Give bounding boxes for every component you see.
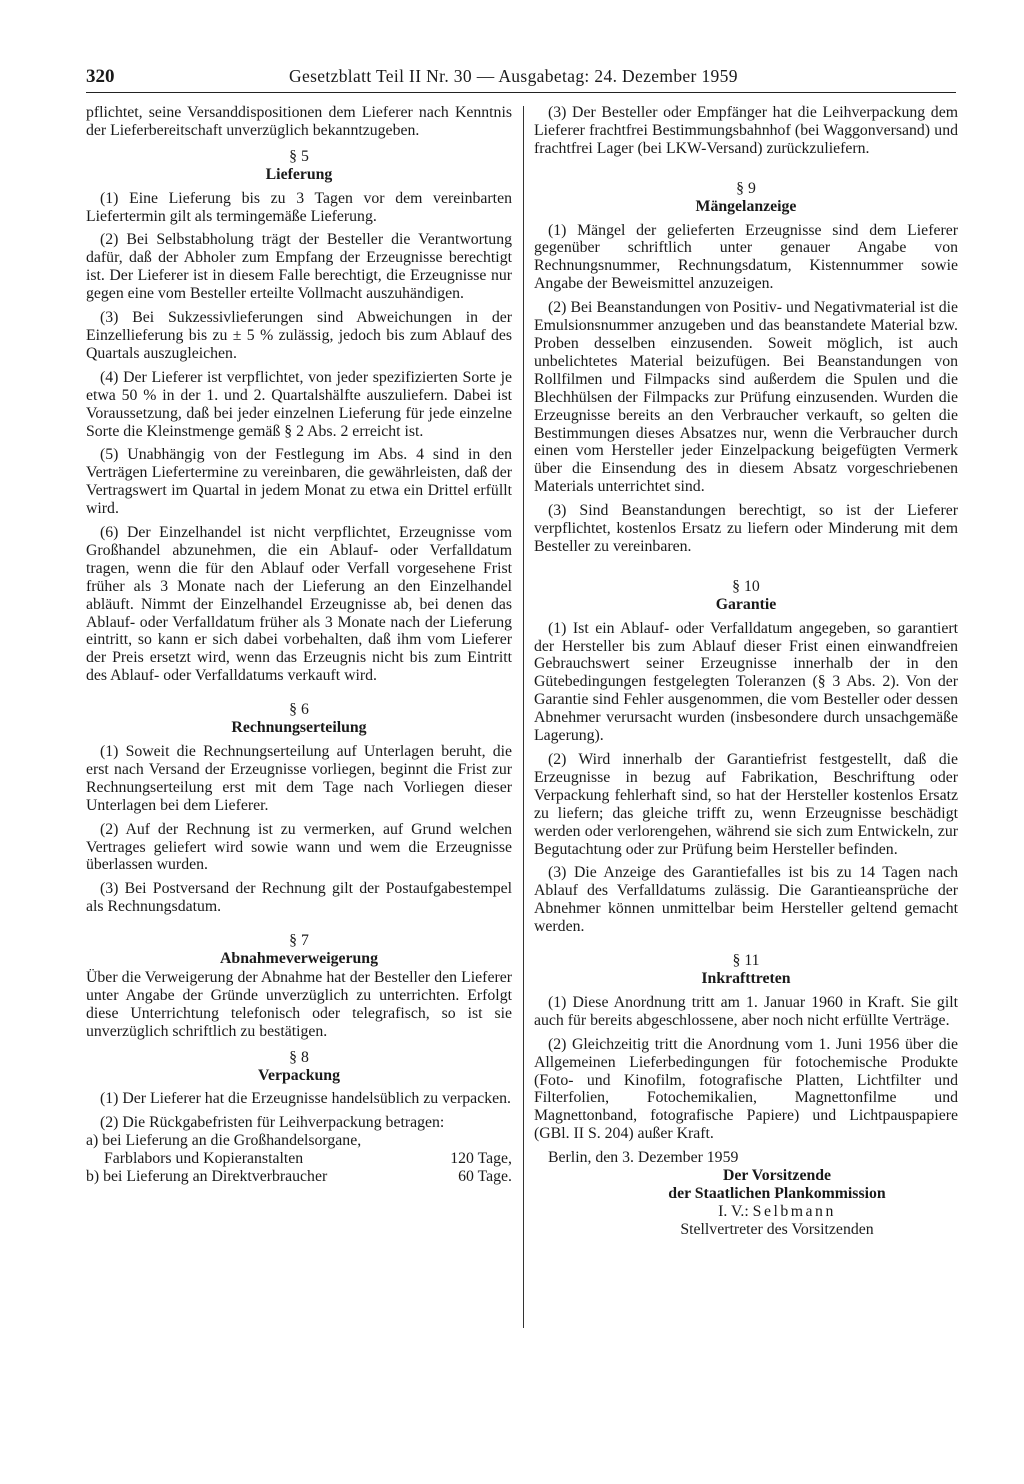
paragraph-5-2: (2) Bei Selbstabholung trägt der Besteller die Verantwortung dafür, daß der Abholer zum Empfang der Erzeugnisse berechtigt ist. Der Lieferer ist in diesem Falle berechtigt, die Erzeugnisse nur gegen eine vom Besteller erteilte Vollmacht auszuhändigen. xyxy=(86,231,512,303)
list-item-b xyxy=(86,1168,512,1186)
section-title-lieferung: Lieferung xyxy=(265,165,333,183)
paragraph-6-3: (3) Bei Postversand der Rechnung gilt der Postaufgabestempel als Rechnungsdatum. xyxy=(86,880,512,916)
signatory-title-2: der Staatlichen Plankommission xyxy=(668,1184,886,1202)
list-item-a-line1: a) bei Lieferung an die Großhandelsorgane, xyxy=(86,1132,362,1150)
section-number-8: § 8 xyxy=(289,1048,309,1066)
section-number-5: § 5 xyxy=(289,147,309,165)
column-divider xyxy=(523,106,524,1328)
list-item-a-value: 120 Tage, xyxy=(450,1150,512,1168)
paragraph-10-1: (1) Ist ein Ablauf- oder Verfalldatum angegeben, so garantiert der Hersteller bis zum Ablauf dieser Frist einen einwandfreien Gebrauchswert seiner Erzeugnisse innerhalb der in den Gütebedingungen festgelegten Toleranzen (§ 3 Abs. 2). Von der Garantie sind Fehler ausgenommen, die vom Besteller oder dessen Abnehmer verursacht wurden (insbesondere durch unsachgemäße Lagerung). xyxy=(534,619,958,745)
page-number: 320 xyxy=(86,66,115,87)
continued-paragraph: pflichtet, seine Versanddispositionen dem Lieferer nach Kenntnis der Lieferbereitschaft unverzüglich bekanntzugeben. xyxy=(86,104,512,139)
iv-label: I. V.: xyxy=(718,1202,749,1220)
page-header xyxy=(86,62,956,93)
list-item-b-line: b) bei Lieferung an Direktverbraucher xyxy=(86,1168,328,1186)
paragraph-8-3: (3) Der Besteller oder Empfänger hat die Leihverpackung dem Lieferer frachtfrei Bestimmungsbahnhof (bei Waggonversand) und frachtfrei Lager (bei LKW-Versand) zurückzuliefern. xyxy=(534,104,958,157)
section-number-9: § 9 xyxy=(736,179,756,197)
paragraph-10-3: (3) Die Anzeige des Garantiefalles ist bis zu 14 Tagen nach Ablauf des Verfalldatums zulässig. Die Garantieansprüche der Abnehmer können unmittelbar beim Hersteller geltend gemacht werden. xyxy=(534,864,958,936)
paragraph-7-1: Über die Verweigerung der Abnahme hat der Besteller den Lieferer unter Angabe der Gründe unverzüglich zu unterrichten. Erfolgt diese Unterrichtung telefonisch oder telegrafisch, so ist sie unverzüglich schriftlich zu bestätigen. xyxy=(86,968,512,1040)
paragraph-5-6: (6) Der Einzelhandel ist nicht verpflichtet, Erzeugnisse vom Großhandel abzunehmen, die ein Ablauf- oder Verfalldatum tragen, wenn die für den Ablauf oder Verfall vorgesehene Frist früher als 3 Monate nach der Lieferung an den Einzelhandel abläuft. Nimmt der Einzelhandel Erzeugnisse ab, bei denen das Ablauf- oder Verfalldatum früher als 3 Monate nach der Lieferung eintritt, so kann er sich dabei vorbehalten, daß ihm vom Lieferer der Preis ersetzt wird, wenn das Erzeugnis nicht bis zum Eintritt des Ablauf- oder Verfalldatums verkauft wird. xyxy=(86,524,512,685)
section-title-garantie: Garantie xyxy=(715,595,777,613)
list-item-a-line2: Farblabors und Kopieranstalten xyxy=(104,1150,304,1168)
signature-block xyxy=(534,1149,958,1239)
running-title: Gesetzblatt Teil II Nr. 30 — Ausgabetag: 24. Dezember 1959 xyxy=(289,66,738,86)
paragraph-8-1: (1) Der Lieferer hat die Erzeugnisse handelsüblich zu verpacken. xyxy=(100,1090,511,1108)
paragraph-11-2: (2) Gleichzeitig tritt die Anordnung vom 1. Juni 1956 über die Allgemeinen Lieferbedingungen für fotochemische Produkte (Foto- und Kinofilm, fotografische Platten, Lichtfilter und Filterfolien, Fotochemikalien, Magnettonfilme und Magnettonband, fotografische Papiere) und Lichtpauspapiere (GBl. II S. 204) außer Kraft. xyxy=(534,1035,958,1143)
list-item-a xyxy=(86,1132,512,1168)
paragraph-5-4: (4) Der Lieferer ist verpflichtet, von jeder spezifizierten Sorte je etwa 50 % in der 1. und 2. Quartalshälfte auszuliefern. Dabei ist Voraussetzung, daß bei jeder einzelnen Lieferung für jede einzelne Sorte die Kleinstmenge gemäß § 2 Abs. 2 erreicht ist. xyxy=(86,368,512,440)
paragraph-5-1: (1) Eine Lieferung bis zu 3 Tagen vor dem vereinbarten Liefertermin gilt als termingemäße Lieferung. xyxy=(86,189,512,225)
list-item-b-value: 60 Tage. xyxy=(458,1168,512,1186)
paragraph-9-1: (1) Mängel der gelieferten Erzeugnisse sind dem Lieferer gegenüber schriftlich unter genauer Angabe von Rechnungsnummer, Rechnungsdatum, Kistennummer sowie Angabe der Beweismittel anzuzeigen. xyxy=(534,221,958,293)
paragraph-5-5: (5) Unabhängig von der Festlegung im Abs. 4 sind in den Verträgen Liefertermine zu vereinbaren, die gewährleisten, daß der Vertragswert im Quartal in jedem Monat zu etwa ein Drittel erfüllt wird. xyxy=(86,446,512,518)
section-number-11: § 11 xyxy=(732,952,760,970)
signatory-name: Selbmann xyxy=(752,1202,836,1220)
paragraph-9-3: (3) Sind Beanstandungen berechtigt, so ist der Lieferer verpflichtet, kostenlos Ersatz zu liefern oder Minderung mit dem Besteller zu vereinbaren. xyxy=(534,502,958,555)
signatory-title-1: Der Vorsitzende xyxy=(722,1167,832,1185)
paragraph-11-1: (1) Diese Anordnung tritt am 1. Januar 1960 in Kraft. Sie gilt auch für bereits abgeschlossene, aber noch nicht erfüllte Verträge. xyxy=(534,993,958,1029)
section-title-verpackung: Verpackung xyxy=(258,1066,340,1084)
signatory-name-line xyxy=(534,1203,958,1221)
paragraph-8-2: (2) Die Rückgabefristen für Leihverpackung betragen: xyxy=(100,1114,445,1132)
place-date: Berlin, den 3. Dezember 1959 xyxy=(548,1149,739,1167)
section-number-10: § 10 xyxy=(732,577,760,595)
section-title-inkrafttreten: Inkrafttreten xyxy=(701,969,791,987)
section-title-maengelanzeige: Mängelanzeige xyxy=(695,197,797,215)
section-number-6: § 6 xyxy=(289,701,309,719)
paragraph-10-2: (2) Wird innerhalb der Garantiefrist festgestellt, daß die Erzeugnisse in bezug auf Fabrikation, Beschriftung oder Verpackung fehlerhaft sind, so hat der Hersteller kostenlos Ersatz zu liefern; das gleiche trifft zu, wenn Erzeugnisse beschädigt werden oder verlorengehen, während sie sich zum Entwickeln, zur Begutachtung oder zur Prüfung beim Hersteller befinden. xyxy=(534,751,958,858)
paragraph-5-3: (3) Bei Sukzessivlieferungen sind Abweichungen in der Einzellieferung bis zu ± 5 % zulässig, jedoch bis zum Ablauf des Quartals auszugleichen. xyxy=(86,309,512,362)
paragraph-9-2: (2) Bei Beanstandungen von Positiv- und Negativmaterial ist die Emulsionsnummer anzugeben und das beanstandete Material bzw. Proben desselben einzusenden. Soweit möglich, ist auch unbelichtetes Material beizufügen. Bei Beanstandungen von Rollfilmen und Filmpacks sind außerdem die Spulen und die Blechhülsen der Filmpacks zur Prüfung einzusenden. Wurden die Erzeugnisse bereits an den Verbraucher verkauft, so gelten die Bestimmungen dieses Absatzes nur, wenn die Verbraucher durch einen vom Hersteller jeder Einzelpackung beigefügten Vermerk über die Einsendung des in diesem Absatz vorgeschriebenen Materials unterrichtet sind. xyxy=(534,299,958,496)
right-column xyxy=(534,104,958,1239)
paragraph-6-1: (1) Soweit die Rechnungserteilung auf Unterlagen beruht, die erst nach Versand der Erzeugnisse vorliegen, beginnt die Frist zur Rechnungserteilung erst mit dem Tage nach Vorliegen dieser Unterlagen bei dem Lieferer. xyxy=(86,743,512,814)
paragraph-6-2: (2) Auf der Rechnung ist zu vermerken, auf Grund welchen Vertrages geliefert wird sowie wann und wem die Erzeugnisse überlassen wurden. xyxy=(86,820,512,874)
section-number-7: § 7 xyxy=(289,932,309,950)
signatory-role: Stellvertreter des Vorsitzenden xyxy=(680,1220,874,1238)
section-title-rechnungserteilung: Rechnungserteilung xyxy=(231,719,367,737)
section-title-abnahmeverweigerung: Abnahmeverweigerung xyxy=(220,950,378,968)
left-column xyxy=(86,104,512,1186)
